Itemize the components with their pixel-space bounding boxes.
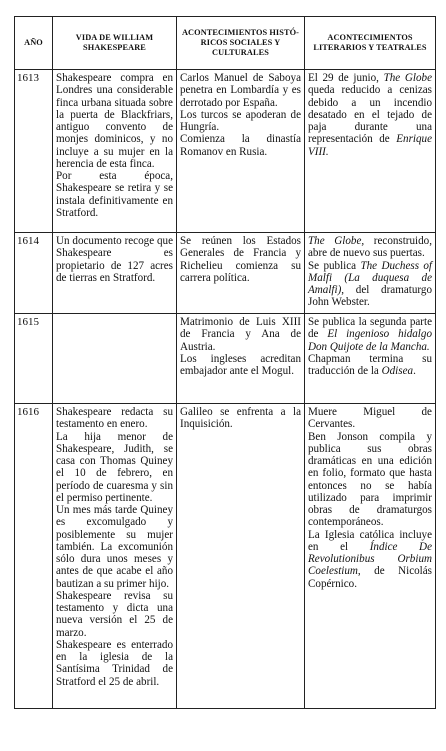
- header-life: VIDA DE WILLIAM SHAKESPEARE: [53, 17, 177, 70]
- social-paragraph: Matrimonio de Luis XIII de Francia y Ana de Austria.: [180, 316, 301, 353]
- work-title: Índice De Revolutionibus Orbium Coelestium: [308, 540, 432, 578]
- social-cell: [177, 70, 305, 233]
- work-title: The Duchess of Malfi (La duquesa de Amalfi): [308, 259, 433, 296]
- literary-cell: [305, 314, 436, 404]
- social-cell: [177, 404, 305, 709]
- work-title: Enrique VIII.: [308, 133, 432, 158]
- social-paragraph: Comienza la dinastía Romanov en Rusia.: [180, 133, 301, 158]
- header-literary: ACONTECIMIENTOS LITERARIOS Y TEATRALES: [305, 17, 436, 70]
- social-paragraph: Los turcos se apoderan de Hungría.: [180, 108, 301, 133]
- table-row: [15, 314, 436, 404]
- literary-cell: [305, 404, 436, 709]
- header-social: ACONTECIMIENTOS HISTÓ-RICOS SOCIALES Y CULTURALES: [177, 17, 305, 70]
- header-year: AÑO: [15, 17, 53, 70]
- literary-paragraph: [308, 260, 432, 309]
- text-span: Se publica: [308, 259, 361, 272]
- life-paragraph: Shakespeare revisa su testamento y dicta una nueva versión el 25 de marzo.: [56, 589, 173, 639]
- text-span: reconstruido, abre de nuevo sus puertas.: [308, 235, 432, 260]
- social-paragraph: Los ingleses acreditan embajador ante el Mogul.: [180, 352, 301, 377]
- life-paragraph: Shakespeare compra en Londres una considerable finca urbana situada sobre la puerta de Blackfriars, antiguo convento de monjes dominicos, y no incluye a su mujer en la herencia de esta finca.: [56, 72, 173, 170]
- text-span: Se publica la segunda parte de: [308, 316, 432, 341]
- literary-paragraph: [308, 353, 432, 378]
- social-paragraph: Carlos Manuel de Saboya penetra en Lombardía y es derrotado por España.: [180, 72, 301, 109]
- work-title: The Globe: [383, 72, 432, 84]
- life-paragraph: La hija menor de Shakespeare, Judith, se casa con Thomas Quiney el 10 de febrero, en período de cuaresma y sin el permiso pertinente.: [56, 430, 173, 504]
- year-cell: 1614: [15, 233, 53, 314]
- life-cell: [53, 314, 177, 404]
- life-paragraph: Shakespeare redacta su testamento en enero.: [56, 406, 173, 431]
- life-paragraph: Un mes más tarde Quiney es excomulgado y posiblemente su mujer también. La excomunión sólo dura unos meses y antes de que acabe el año bautizan a su primer hijo.: [56, 504, 173, 590]
- literary-paragraph: [308, 235, 432, 260]
- life-cell: [53, 404, 177, 709]
- life-paragraph: Un documento recoge que Shakespeare es propietario de 127 acres de tierras en Stratford.: [56, 235, 173, 284]
- text-span: Chapman termina su traducción de la: [308, 352, 432, 377]
- life-cell: [53, 70, 177, 233]
- literary-paragraph: Muere Miguel de Cervantes.: [308, 406, 432, 431]
- literary-paragraph: [308, 72, 432, 158]
- table-row: [15, 70, 436, 233]
- social-cell: [177, 233, 305, 314]
- chronology-table: [14, 16, 436, 709]
- table-row: [15, 404, 436, 709]
- social-paragraph: Galileo se enfrenta a la Inquisición.: [180, 406, 301, 431]
- table-row: [15, 233, 436, 314]
- text-span: queda reducido a cenizas debido a un incendio desatado en el tejado de paja durante una representación de: [308, 84, 432, 146]
- year-cell: 1613: [15, 70, 53, 233]
- text-span: La Iglesia católica incluye en el: [308, 528, 432, 553]
- literary-paragraph: [308, 529, 432, 590]
- social-cell: [177, 314, 305, 404]
- header-row: [15, 17, 436, 70]
- life-paragraph: Shakespeare es enterrado en la iglesia de la Santísima Trinidad de Stratford el 25 de abril.: [56, 638, 173, 688]
- year-cell: 1616: [15, 404, 53, 709]
- text-span: .: [413, 365, 416, 377]
- work-title: El ingenioso hidalgo Don Quijote de la Mancha.: [308, 328, 432, 353]
- literary-paragraph: Ben Jonson compila y publica sus obras dramáticas en una edición en folio, formato que hasta entonces no se había utilizado para imprimir obras de dramaturgos contemporáneos.: [308, 430, 432, 529]
- life-cell: [53, 233, 177, 314]
- literary-paragraph: [308, 316, 432, 353]
- work-title: The Globe,: [308, 235, 365, 247]
- work-title: Odisea: [381, 365, 414, 377]
- social-paragraph: Se reúnen los Estados Generales de Francia y Richelieu comienza su carrera política.: [180, 235, 301, 284]
- literary-cell: [305, 70, 436, 233]
- text-span: , de Nicolás Copérnico.: [308, 565, 432, 590]
- year-cell: 1615: [15, 314, 53, 404]
- literary-cell: [305, 233, 436, 314]
- text-span: El 29 de junio,: [308, 72, 384, 84]
- text-span: , del dramaturgo John Webster.: [308, 284, 432, 309]
- life-paragraph: Por esta época, Shakespeare se retira y se instala definitivamente en Stratford.: [56, 170, 173, 219]
